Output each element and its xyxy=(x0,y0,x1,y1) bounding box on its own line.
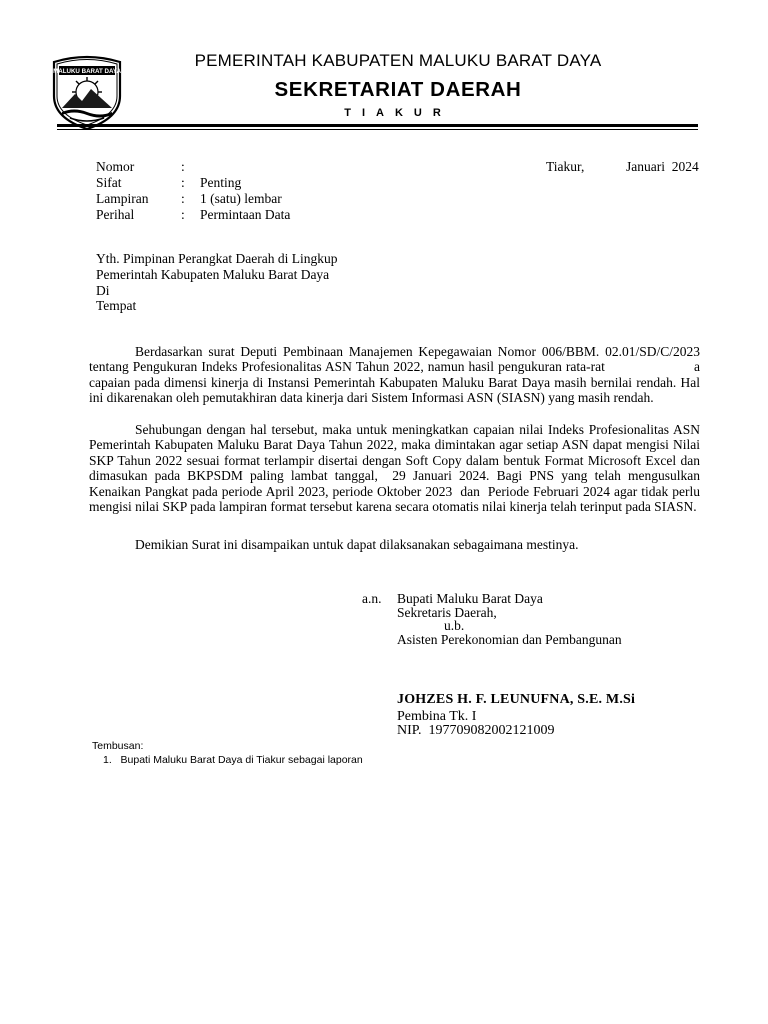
office-title: SEKRETARIAT DAERAH xyxy=(274,78,522,101)
body-paragraph-2-text: Sehubungan dengan hal tersebut, maka untuk meningkatkan capaian nilai Indeks Profesionalitas ASN Pemerintah Kabupaten Maluku Barat Daya Tahun 2022, maka dimintakan agar setiap ASN dapat mengisi Nilai SKP Tahun 2022 sesuai format terlampir disertai dengan Soft Copy dalam bentuk Format Microsoft Excel dan dimasukan pada BKPSDM paling lambat tanggal, 29 Januari 2024. Bagi PNS yang telah mengusulkan Kenaikan Pangkat pada periode April 2023, periode Oktober 2023 dan Periode Februari 2024 agar tidak perlu mengisi nilai SKP pada lampiran format tersebut karena secara otomatis nilai kinerja telah terinput pada SIASN. xyxy=(89,422,704,515)
body-paragraph-1-text: Berdasarkan surat Deputi Pembinaan Manajemen Kepegawaian Nomor 006/BBM. 02.01/SD/C/2023 tentang Pengukuran Indeks Profesionalitas ASN Tahun 2022, namun hasil pengukuran rata-rat a capaian pada dimensi kinerja di Instansi Pemerintah Kabupaten Maluku Barat Daya masih bernilai rendah. Hal ini dikarenakan oleh pemutakhiran data kinerja dari Sistem Informasi ASN (SIASN) yang masih rendah. xyxy=(89,344,704,406)
meta-colon: : xyxy=(181,159,185,174)
signature-official: Bupati Maluku Barat Daya xyxy=(397,591,543,606)
signature-an: a.n. xyxy=(362,591,382,606)
meta-value-perihal: Permintaan Data xyxy=(200,207,291,222)
addressee-line-1: Yth. Pimpinan Perangkat Daerah di Lingkup xyxy=(96,251,338,266)
body-paragraph-3 xyxy=(89,537,700,552)
city-title: TIAKUR xyxy=(344,107,452,119)
meta-label-lampiran: Lampiran xyxy=(96,191,149,206)
letterhead-rule-thin xyxy=(57,129,698,130)
letterhead-rule-thick xyxy=(57,124,698,127)
signer-rank: Pembina Tk. I xyxy=(397,709,477,724)
signature-assistant: Asisten Perekonomian dan Pembangunan xyxy=(397,632,622,647)
meta-colon: : xyxy=(181,207,185,222)
meta-value-lampiran: 1 (satu) lembar xyxy=(200,191,282,206)
emblem-text: MALUKU BARAT DAYA xyxy=(53,68,121,75)
meta-colon: : xyxy=(181,175,185,190)
signature-ub: u.b. xyxy=(444,618,465,633)
body-paragraph-3-text: Demikian Surat ini disampaikan untuk dapat dilaksanakan sebagaimana mestinya. xyxy=(135,537,579,552)
addressee-line-4: Tempat xyxy=(96,298,137,313)
body-paragraph-1 xyxy=(89,344,704,406)
addressee-line-2: Pemerintah Kabupaten Maluku Barat Daya xyxy=(96,267,330,282)
addressee-line-3: Di xyxy=(96,283,110,298)
letter-place: Tiakur, xyxy=(546,159,585,174)
meta-value-sifat: Penting xyxy=(200,175,242,190)
government-title: PEMERINTAH KABUPATEN MALUKU BARAT DAYA xyxy=(194,51,602,70)
tembusan-title: Tembusan: xyxy=(92,740,144,752)
meta-label-nomor: Nomor xyxy=(96,159,135,174)
signature-secretary: Sekretaris Daerah, xyxy=(397,605,497,620)
signer-nip: NIP. 197709082002121009 xyxy=(397,723,555,738)
letter-date: Januari 2024 xyxy=(626,159,699,174)
meta-colon: : xyxy=(181,191,185,206)
tembusan-item: 1. Bupati Maluku Barat Daya di Tiakur sebagai laporan xyxy=(103,754,363,766)
signer-name: JOHZES H. F. LEUNUFNA, S.E. M.Si xyxy=(397,692,636,707)
body-paragraph-2 xyxy=(89,422,704,515)
meta-label-sifat: Sifat xyxy=(96,175,122,190)
meta-label-perihal: Perihal xyxy=(96,207,135,222)
